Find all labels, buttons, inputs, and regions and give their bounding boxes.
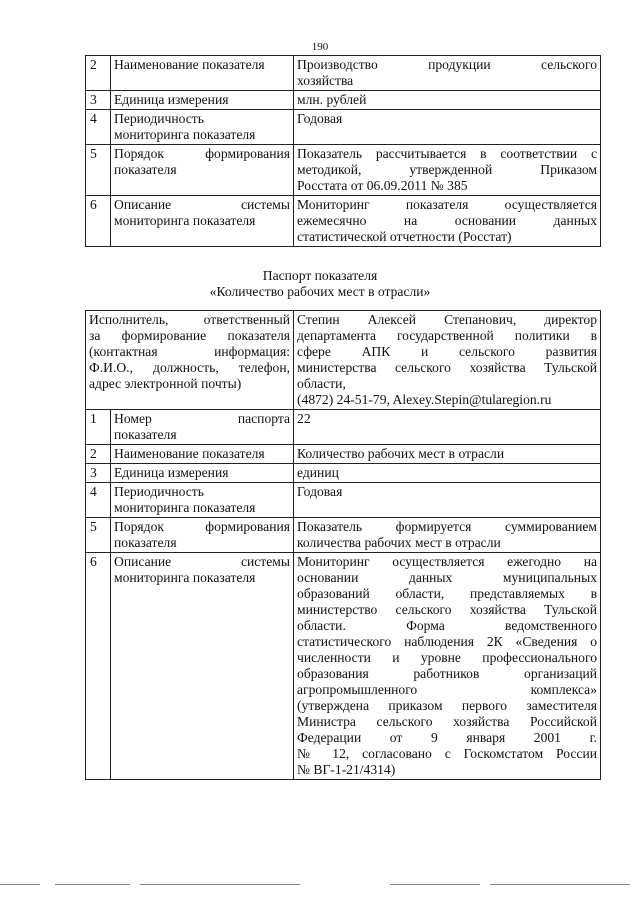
row-label-line: Периодичность xyxy=(114,111,204,126)
executor-label xyxy=(86,311,294,410)
row-label-line: Порядок формирования xyxy=(114,146,290,161)
executor-value-line: области, xyxy=(297,376,346,391)
row-value-line: № ВГ-1-21/4314) xyxy=(297,762,396,777)
row-value xyxy=(294,91,601,110)
row-label xyxy=(111,464,294,483)
row-label xyxy=(111,145,294,196)
row-label-line: Периодичность xyxy=(114,484,204,499)
row-label-line: показателя xyxy=(114,535,177,550)
row-value xyxy=(294,445,601,464)
row-label xyxy=(111,553,294,780)
table-row-executor xyxy=(86,311,601,410)
row-value-line: министерство сельского хозяйства Тульской xyxy=(297,602,598,617)
row-value-line: Годовая xyxy=(297,111,343,126)
executor-value xyxy=(294,311,601,410)
passport-title: Паспорт показателя xyxy=(262,268,378,283)
indicator-passport-table xyxy=(85,310,601,780)
scan-edge-line xyxy=(0,884,40,885)
table-row xyxy=(86,464,601,483)
passport-heading xyxy=(0,268,640,300)
page-number: 190 xyxy=(311,41,329,53)
row-label xyxy=(111,91,294,110)
top-table-body xyxy=(86,56,601,247)
table-row xyxy=(86,445,601,464)
row-value-line: статистического наблюдения 2К «Сведения о xyxy=(297,634,598,649)
row-value-line: методикой, утвержденной Приказом xyxy=(297,162,597,177)
row-label-line: Единица измерения xyxy=(114,465,229,480)
row-value-line: Производство продукции сельского xyxy=(297,57,597,72)
row-value-line: Мониторинг показателя осуществляется xyxy=(297,197,597,212)
table-row xyxy=(86,553,601,780)
row-number: 1 xyxy=(86,410,111,445)
row-value-line: Годовая xyxy=(297,484,343,499)
row-label-line: Порядок формирования xyxy=(114,519,291,534)
table-row xyxy=(86,518,601,553)
scan-edge-line xyxy=(55,884,130,885)
row-value-line: Министра сельского хозяйства Российской xyxy=(297,714,598,729)
row-label xyxy=(111,518,294,553)
row-value-line: образований области, представляемых в xyxy=(297,586,598,601)
row-number: 3 xyxy=(86,464,111,483)
row-label xyxy=(111,56,294,91)
row-value-line: хозяйства xyxy=(297,73,354,88)
executor-label-line: адрес электронной почты) xyxy=(89,376,242,391)
row-value-line: образования работников организаций xyxy=(297,666,598,681)
executor-value-line: департамента государственной политики в xyxy=(297,328,598,343)
passport-subtitle: «Количество рабочих мест в отрасли» xyxy=(209,284,431,299)
row-value-line: агропромышленного комплекса» xyxy=(297,682,598,697)
row-label-line: Описание системы xyxy=(114,197,290,212)
row-value-line: ежемесячно на основании данных xyxy=(297,213,597,228)
row-value-line: (утверждена приказом первого заместителя xyxy=(297,698,598,713)
row-value-line: 22 xyxy=(297,411,311,426)
row-label-line: Номер паспорта xyxy=(114,411,291,426)
row-value-line: Показатель рассчитывается в соответствии с xyxy=(297,146,597,161)
row-value-line: Количество рабочих мест в отрасли xyxy=(297,446,505,461)
executor-label-line: Исполнитель, ответственный xyxy=(89,312,291,327)
executor-value-line: Степин Алексей Степанович, директор xyxy=(297,312,598,327)
scan-edge-line xyxy=(140,884,300,885)
table-row xyxy=(86,483,601,518)
row-value xyxy=(294,464,601,483)
row-label-line: мониторинга показателя xyxy=(114,127,256,142)
row-value xyxy=(294,196,601,247)
executor-label-line: за формирование показателя xyxy=(89,328,291,343)
row-label xyxy=(111,410,294,445)
executor-value-line: (4872) 24-51-79, Alexey.Stepin@tularegion.ru xyxy=(297,392,552,407)
row-value xyxy=(294,410,601,445)
row-label xyxy=(111,445,294,464)
row-value xyxy=(294,110,601,145)
row-value-line: единиц xyxy=(297,465,339,480)
row-number: 4 xyxy=(86,110,111,145)
row-number: 6 xyxy=(86,196,111,247)
row-number: 5 xyxy=(86,145,111,196)
row-number: 3 xyxy=(86,91,111,110)
row-label-line: показателя xyxy=(114,427,177,442)
row-label-line: Описание системы xyxy=(114,554,291,569)
executor-label-line: Ф.И.О., должность, телефон, xyxy=(89,360,291,375)
row-number: 5 xyxy=(86,518,111,553)
row-value xyxy=(294,145,601,196)
row-label-line: мониторинга показателя xyxy=(114,570,256,585)
row-number: 6 xyxy=(86,553,111,780)
row-number: 2 xyxy=(86,445,111,464)
row-label-line: мониторинга показателя xyxy=(114,500,256,515)
executor-label-line: (контактная информация: xyxy=(89,344,291,359)
row-value-line: Показатель формируется суммированием xyxy=(297,519,598,534)
row-value-line: основании данных муниципальных xyxy=(297,570,598,585)
indicator-table-top xyxy=(85,55,601,247)
row-value-line: Мониторинг осуществляется ежегодно на xyxy=(297,554,598,569)
row-label-line: Наименование показателя xyxy=(114,57,265,72)
table-row xyxy=(86,110,601,145)
row-value-line: статистической отчетности (Росстат) xyxy=(297,229,512,244)
table-row xyxy=(86,56,601,91)
row-label xyxy=(111,483,294,518)
passport-table-body xyxy=(86,311,601,780)
row-value xyxy=(294,553,601,780)
row-value xyxy=(294,56,601,91)
row-value-line: млн. рублей xyxy=(297,92,367,107)
row-label-line: Единица измерения xyxy=(114,92,229,107)
table-row xyxy=(86,410,601,445)
row-value xyxy=(294,518,601,553)
table-row xyxy=(86,145,601,196)
row-value xyxy=(294,483,601,518)
row-value-line: Росстата от 06.09.2011 № 385 xyxy=(297,178,468,193)
row-value-line: области. Форма ведомственного xyxy=(297,618,598,633)
table-row xyxy=(86,91,601,110)
scan-edge-line xyxy=(490,884,630,885)
executor-value-line: сфере АПК и сельского развития xyxy=(297,344,598,359)
table-row xyxy=(86,196,601,247)
row-value-line: количества рабочих мест в отрасли xyxy=(297,535,501,550)
row-label-line: мониторинга показателя xyxy=(114,213,256,228)
row-value-line: № 12, согласовано с Госкомстатом России xyxy=(297,746,598,761)
executor-value-line: министерства сельского хозяйства Тульской xyxy=(297,360,598,375)
row-number: 4 xyxy=(86,483,111,518)
row-value-line: численности и уровне профессионального xyxy=(297,650,598,665)
row-number: 2 xyxy=(86,56,111,91)
row-label-line: показателя xyxy=(114,162,177,177)
row-label-line: Наименование показателя xyxy=(114,446,265,461)
row-value-line: Федерации от 9 января 2001 г. xyxy=(297,730,598,745)
row-label xyxy=(111,110,294,145)
row-label xyxy=(111,196,294,247)
scan-edge-line xyxy=(390,884,480,885)
